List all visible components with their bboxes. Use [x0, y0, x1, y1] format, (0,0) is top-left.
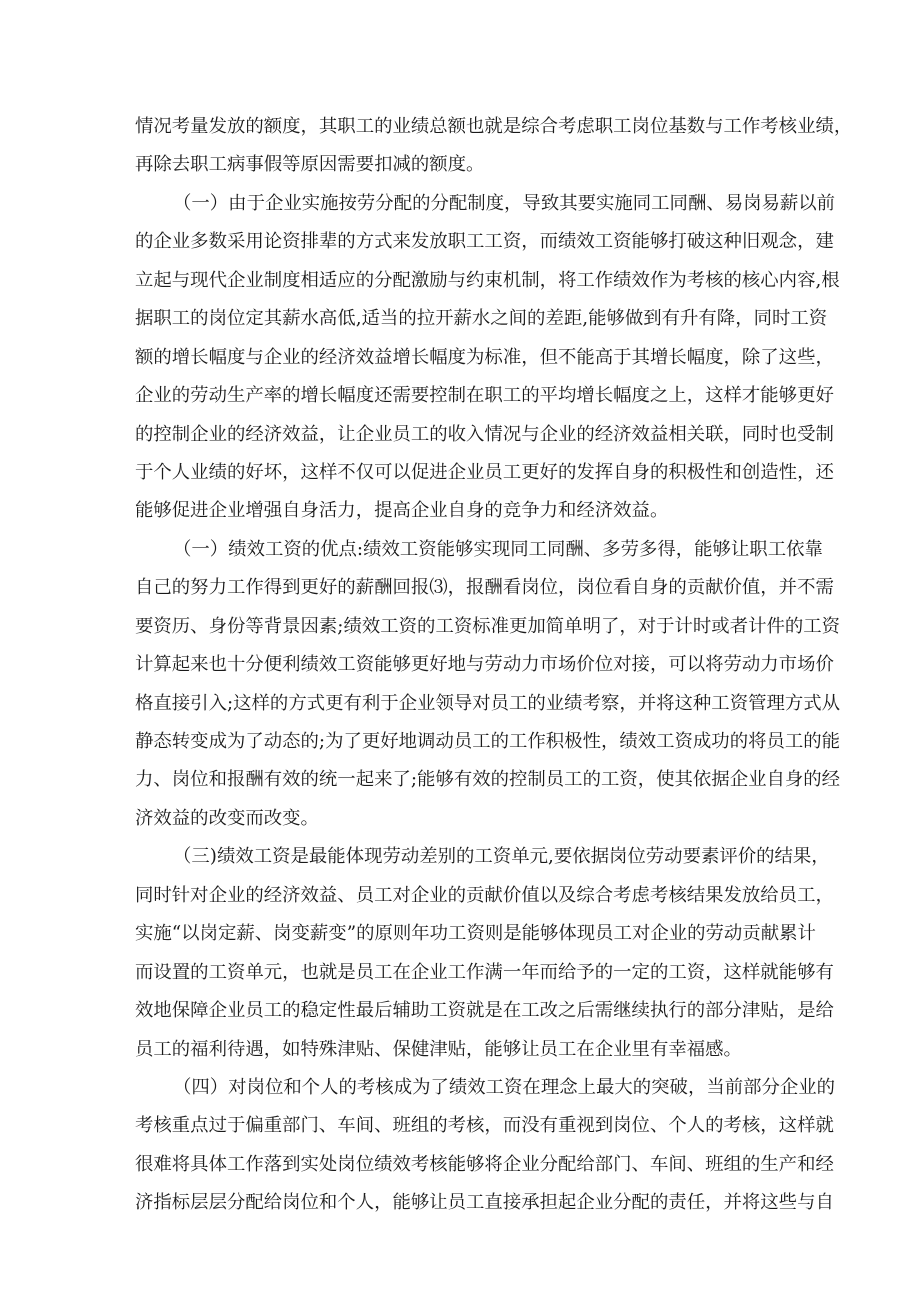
document-page	[135, 114, 853, 1229]
text-line: 格直接引入;这样的方式更有利于企业领导对员工的业绩考察，并将这种工资管理方式从	[135, 692, 841, 714]
text-line: 要资历、身份等背景因素;绩效工资的工资标准更加简单明了，对于计时或者计件的工资	[135, 615, 841, 637]
text-line: 于个人业绩的好坏，这样不仅可以促进企业员工更好的发挥自身的积极性和创造性，还	[135, 461, 834, 483]
text-line: （一）绩效工资的优点:绩效工资能够实现同工同酬、多劳多得，能够让职工依靠	[173, 538, 823, 560]
paragraph-section-four	[135, 1075, 836, 1229]
text-line: 的企业多数采用论资排辈的方式来发放职工工资，而绩效工资能够打破这种旧观念，建	[135, 231, 834, 253]
text-line: 员工的福利待遇，如特殊津贴、保健津贴，能够让员工在企业里有幸福感。	[135, 1038, 742, 1060]
text-line: 立起与现代企业制度相适应的分配激励与约束机制，将工作绩效作为考核的核心内容,根	[135, 269, 840, 291]
paragraph-section-three	[135, 844, 834, 1075]
text-line: 济指标层层分配给岗位和个人，能够让员工直接承担起企业分配的责任，并将这些与自	[135, 1192, 834, 1214]
paragraph-continuation	[135, 114, 853, 191]
text-line: 的控制企业的经济效益，让企业员工的收入情况与企业的经济效益相关联，同时也受制	[135, 423, 834, 445]
text-line: 静态转变成为了动态的;为了更好地调动员工的工作积极性，绩效工资成功的将员工的能	[135, 731, 841, 752]
text-line: 很难将具体工作落到实处岗位绩效考核能够将企业分配给部门、车间、班组的生产和经	[135, 1153, 834, 1175]
text-line: 据职工的岗位定其薪水高低,适当的拉开薪水之间的差距,能够做到有升有降，同时工资	[135, 308, 828, 330]
text-line: 效地保障企业员工的稳定性最后辅助工资就是在工改之后需继续执行的部分津贴，是给	[135, 1000, 834, 1022]
text-line: 企业的劳动生产率的增长幅度还需要控制在职工的平均增长幅度之上，这样才能够更好	[135, 385, 834, 407]
text-line: 情况考量发放的额度，其职工的业绩总额也就是综合考虑职工岗位基数与工作考核业绩，	[135, 116, 853, 137]
text-line: 同时针对企业的经济效益、员工对企业的贡献价值以及综合考虑考核结果发放给员工，	[135, 884, 834, 906]
text-line: 能够促进企业增强自身活力，提高企业自身的竞争力和经济效益。	[135, 500, 669, 522]
text-line: 济效益的改变而改变。	[135, 807, 319, 829]
text-line: （四）对岗位和个人的考核成为了绩效工资在理念上最大的突破，当前部分企业的	[173, 1076, 836, 1098]
paragraph-section-one-b	[135, 537, 841, 845]
text-line: 自己的努力工作得到更好的薪酬回报⑶，报酬看岗位，岗位看自身的贡献价值，并不需	[135, 577, 834, 599]
text-line: （三)绩效工资是最能体现劳动差别的工资单元,要依据岗位劳动要素评价的结果，	[173, 846, 830, 868]
text-line: 力、岗位和报酬有效的统一起来了;能够有效的控制员工的工资，使其依据企业自身的经	[135, 769, 841, 791]
text-line: 计算起来也十分便利绩效工资能够更好地与劳动力市场价位对接，可以将劳动力市场价	[135, 654, 834, 676]
text-line: 再除去职工病事假等原因需要扣减的额度。	[135, 154, 485, 176]
paragraph-section-one-a	[135, 191, 840, 537]
text-line: 额的增长幅度与企业的经济效益增长幅度为标准，但不能高于其增长幅度，除了这些，	[135, 346, 834, 368]
text-line: （一）由于企业实施按劳分配的分配制度，导致其要实施同工同酬、易岗易薪以前	[173, 192, 836, 214]
text-line: 而设置的工资单元，也就是员工在企业工作满一年而给予的一定的工资，这样就能够有	[135, 961, 834, 983]
text-line: 实施“以岗定薪、岗变薪变”的原则年功工资则是能够体现员工对企业的劳动贡献累计	[135, 923, 816, 945]
text-line: 考核重点过于偏重部门、车间、班组的考核，而没有重视到岗位、个人的考核，这样就	[135, 1115, 834, 1137]
